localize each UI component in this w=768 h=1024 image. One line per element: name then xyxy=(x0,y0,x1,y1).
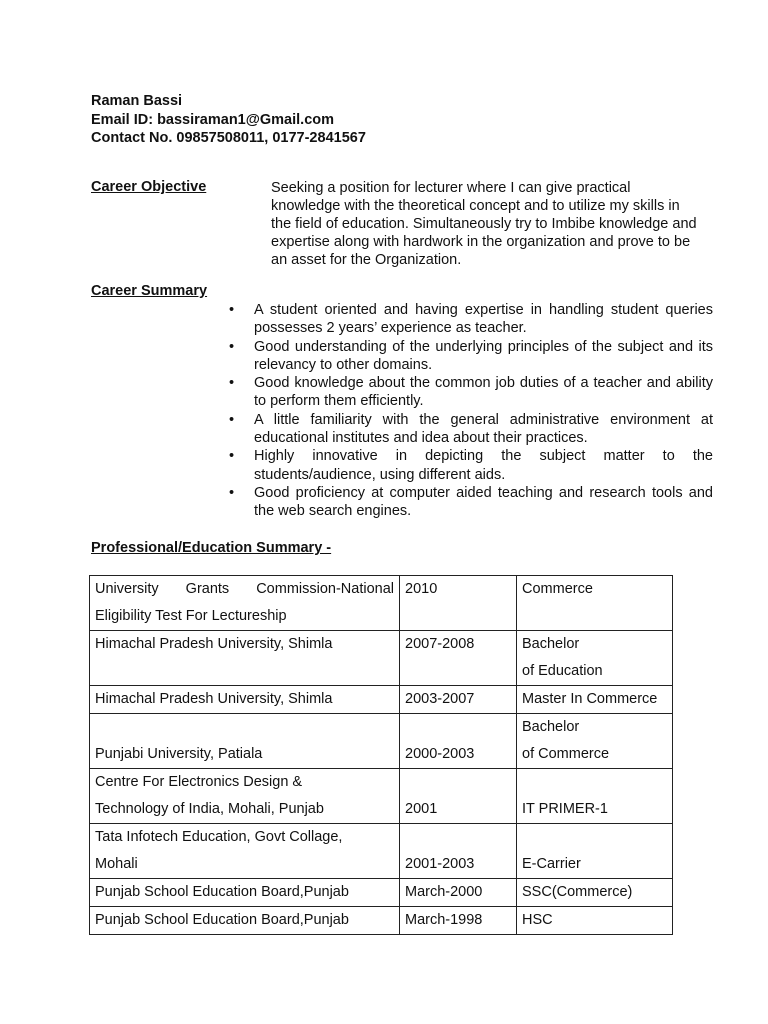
degree-cell: Bachelor of Commerce xyxy=(517,714,673,769)
bullet-icon: • xyxy=(229,302,235,318)
year-cell: 2001 xyxy=(400,769,517,824)
institution-cell: Punjabi University, Patiala xyxy=(90,714,400,769)
contact-line: Contact No. 09857508011, 0177-2841567 xyxy=(91,130,366,146)
list-item: • Good proficiency at computer aided teaching and research tools and the web search engines. xyxy=(229,484,713,520)
degree-cell: HSC xyxy=(517,907,673,935)
year-cell: 2010 xyxy=(400,576,517,631)
year-cell: 2003-2007 xyxy=(400,686,517,714)
email-line: Email ID: bassiraman1@Gmail.com xyxy=(91,111,335,128)
list-item: • Good understanding of the underlying principles of the subject and its relevancy to other domains. xyxy=(229,338,713,373)
degree-cell: SSC(Commerce) xyxy=(517,879,673,907)
bullet-icon: • xyxy=(229,338,235,355)
table-row xyxy=(90,686,673,714)
table-row xyxy=(90,907,673,935)
degree-cell: Bachelor of Education xyxy=(517,631,673,686)
institution-cell: University Grants Commission-National Eligibility Test For Lectureship xyxy=(90,576,400,631)
education-heading: Professional/Education Summary - xyxy=(91,540,332,556)
institution-cell: Punjab School Education Board,Punjab xyxy=(90,907,400,935)
career-objective-heading: Career Objective xyxy=(91,179,207,195)
table-row xyxy=(90,769,673,824)
degree-cell: Master In Commerce xyxy=(517,686,673,714)
table-row xyxy=(90,631,673,686)
year-cell: 2000-2003 xyxy=(400,714,517,769)
year-cell: 2007-2008 xyxy=(400,631,517,686)
institution-cell: Punjab School Education Board,Punjab xyxy=(90,879,400,907)
table-row xyxy=(90,714,673,769)
table-row xyxy=(90,824,673,879)
career-summary-heading: Career Summary xyxy=(91,283,208,299)
degree-cell: IT PRIMER-1 xyxy=(517,769,673,824)
degree-cell: Commerce xyxy=(517,576,673,631)
contact-header xyxy=(91,92,366,148)
bullet-icon: • xyxy=(229,448,235,465)
institution-cell: Centre For Electronics Design & Technology of India, Mohali, Punjab xyxy=(90,769,400,824)
career-summary-list xyxy=(229,301,713,521)
institution-cell: Himachal Pradesh University, Shimla xyxy=(90,686,400,714)
list-item: • Good knowledge about the common job duties of a teacher and ability to perform them efficiently. xyxy=(229,375,713,410)
year-cell: March-1998 xyxy=(400,907,517,935)
institution-cell: Himachal Pradesh University, Shimla xyxy=(90,631,400,686)
career-objective-text: Seeking a position for lecturer where I can give practical knowledge with the theoretical concept and to utilize my skills in the field of education. Simultaneously try to Imbibe knowledge and expertise along with hardwork in the organization and prove to be an asset for the Organization. xyxy=(271,180,697,268)
candidate-name: Raman Bassi xyxy=(91,93,183,109)
bullet-icon: • xyxy=(229,375,235,392)
list-item: • Highly innovative in depicting the subject matter to the students/audience, using different aids. xyxy=(229,448,713,483)
institution-cell: Tata Infotech Education, Govt Collage, Mohali xyxy=(90,824,400,879)
bullet-icon: • xyxy=(229,411,235,428)
list-item: • A little familiarity with the general administrative environment at educational institutes and idea about their practices. xyxy=(229,411,713,447)
year-cell: March-2000 xyxy=(400,879,517,907)
education-table xyxy=(89,575,673,935)
bullet-icon: • xyxy=(229,484,235,501)
list-item: • A student oriented and having expertise in handling student queries possesses 2 years’ experience as teacher. xyxy=(229,302,713,337)
table-row xyxy=(90,879,673,907)
table-row xyxy=(90,576,673,631)
degree-cell: E-Carrier xyxy=(517,824,673,879)
year-cell: 2001-2003 xyxy=(400,824,517,879)
